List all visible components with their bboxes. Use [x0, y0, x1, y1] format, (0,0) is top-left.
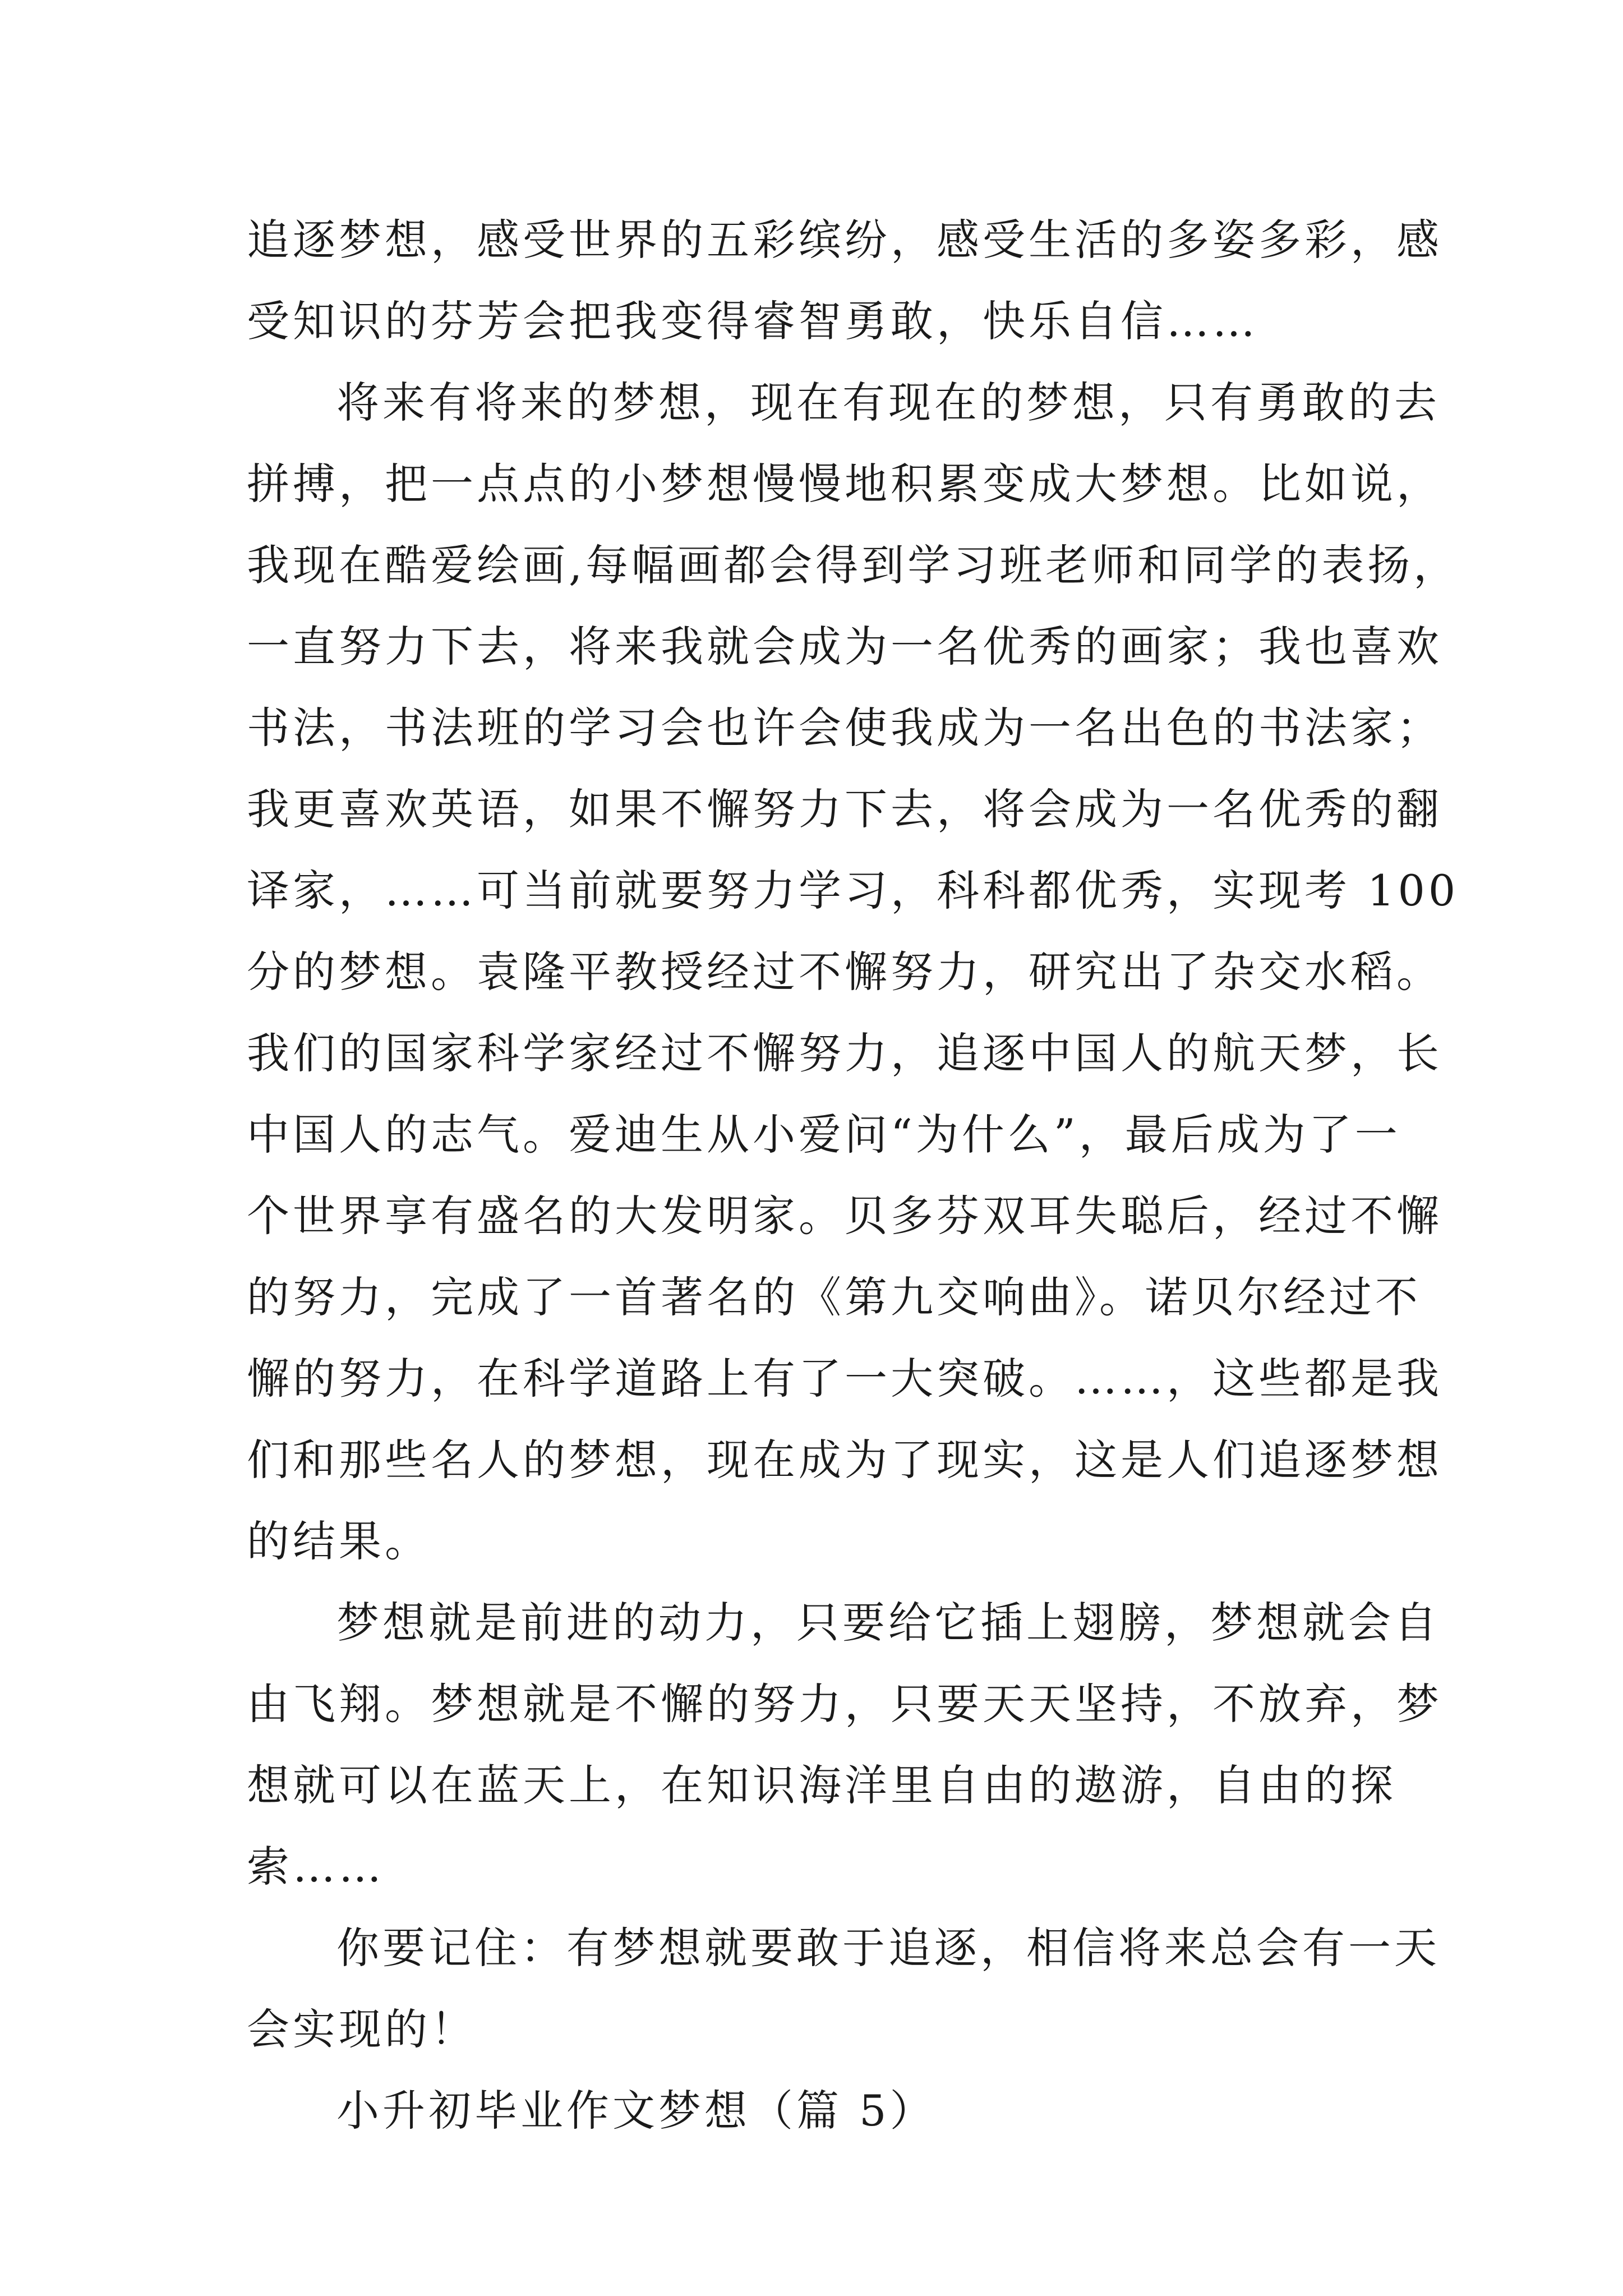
paragraph-start-line: 梦想就是前进的动力，只要给它插上翅膀，梦想就会自 [336, 1598, 1440, 1648]
text-line: 会实现的！ [247, 2004, 477, 2054]
section-heading: 小升初毕业作文梦想（篇 5） [336, 2086, 936, 2136]
text-line: 书法，书法班的学习会也许会使我成为一名出色的书法家； [247, 703, 1442, 753]
text-line: 受知识的芬芳会把我变得睿智勇敢，快乐自信…… [247, 296, 1258, 346]
text-line: 译家，……可当前就要努力学习，科科都优秀，实现考 100 [247, 866, 1459, 915]
text-line: 懈的努力，在科学道路上有了一大突破。……，这些都是我 [247, 1354, 1442, 1404]
text-line: 我现在酷爱绘画,每幅画都会得到学习班老师和同学的表扬， [247, 540, 1460, 590]
text-line: 个世界享有盛名的大发明家。贝多芬双耳失聪后，经过不懈 [247, 1191, 1442, 1241]
paragraph-start-line: 你要记住：有梦想就要敢于追逐，相信将来总会有一天 [336, 1923, 1440, 1973]
text-line: 我们的国家科学家经过不懈努力，追逐中国人的航天梦，长 [247, 1028, 1442, 1078]
text-line: 的努力，完成了一首著名的《第九交响曲》。诺贝尔经过不 [247, 1272, 1421, 1322]
text-line: 分的梦想。袁隆平教授经过不懈努力，研究出了杂交水稻。 [247, 947, 1442, 997]
text-line: 的结果。 [247, 1516, 431, 1566]
document-body [247, 199, 1460, 2151]
text-line: 一直努力下去，将来我就会成为一名优秀的画家；我也喜欢 [247, 622, 1442, 671]
text-line: 们和那些名人的梦想，现在成为了现实，这是人们追逐梦想 [247, 1435, 1442, 1485]
text-line: 追逐梦想，感受世界的五彩缤纷，感受生活的多姿多彩，感 [247, 215, 1442, 265]
text-line: 我更喜欢英语，如果不懈努力下去，将会成为一名优秀的翻 [247, 784, 1442, 834]
text-line: 中国人的志气。爱迪生从小爱问“为什么”，最后成为了一 [247, 1110, 1401, 1159]
text-line: 想就可以在蓝天上，在知识海洋里自由的遨游，自由的探 [247, 1760, 1396, 1810]
text-line: 由飞翔。梦想就是不懈的努力，只要天天坚持，不放弃，梦 [247, 1679, 1442, 1729]
text-line: 索…… [247, 1842, 385, 1892]
paragraph-start-line: 将来有将来的梦想，现在有现在的梦想，只有勇敢的去 [336, 378, 1440, 427]
text-line: 拼搏，把一点点的小梦想慢慢地积累变成大梦想。比如说， [247, 459, 1442, 509]
